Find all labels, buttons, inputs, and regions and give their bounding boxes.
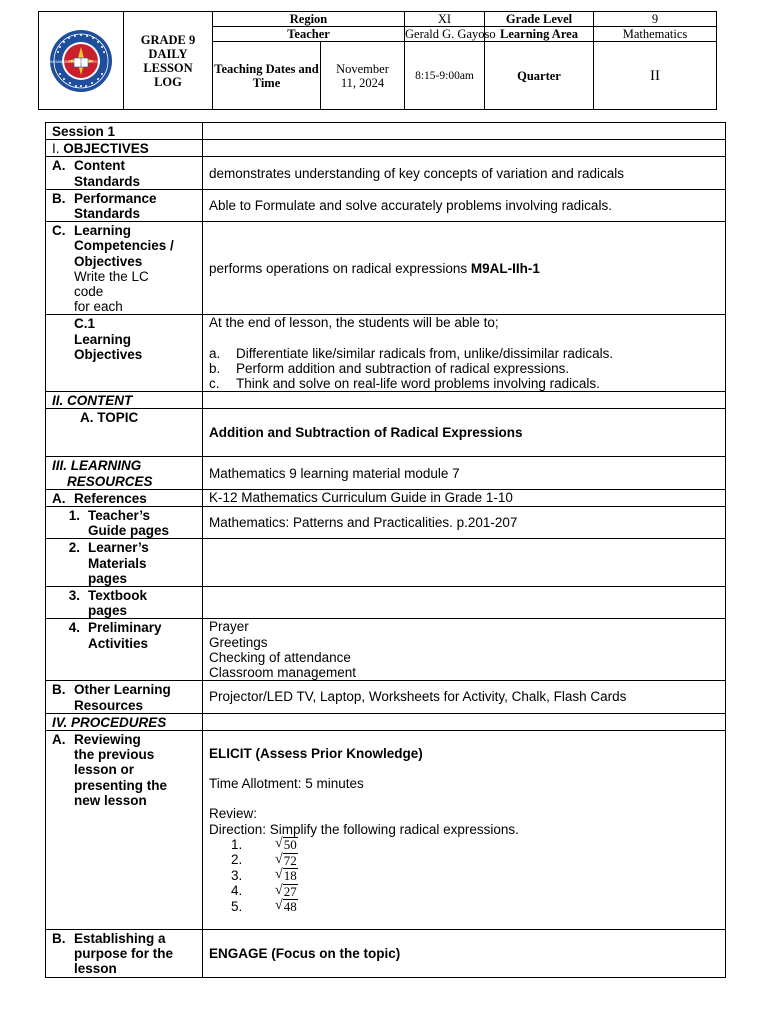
review-label: Review:	[209, 806, 258, 822]
topic-row	[46, 409, 726, 457]
learning-area-label: Learning Area	[485, 27, 594, 42]
grade-level-value: 9	[594, 12, 717, 27]
radical-list	[209, 837, 719, 915]
learning-objectives-label: C.1 Learning Objectives	[46, 315, 203, 392]
deped-seal-icon	[48, 28, 114, 94]
engage-title: ENGAGE (Focus on the topic)	[203, 929, 726, 977]
teacher-value: Gerald G. Gayoso	[405, 27, 496, 41]
grade-level-label: Grade Level	[485, 12, 594, 27]
teacher-label: Teacher	[213, 27, 405, 42]
review-direction: Direction: Simplify the following radical expressions.	[209, 821, 519, 837]
objectives-heading-row	[46, 140, 726, 157]
quarter-label: Quarter	[485, 42, 594, 110]
radical-item: 1. √ 50	[231, 836, 297, 853]
session-label: Session 1	[46, 123, 203, 140]
performance-standards-row	[46, 189, 726, 221]
lesson-log-table	[45, 122, 726, 978]
other-resources-value: Projector/LED TV, Laptop, Worksheets for Activity, Chalk, Flash Cards	[203, 681, 726, 713]
content-standards-row	[46, 157, 726, 189]
other-resources-label: B. Other Learning Resources	[46, 681, 203, 713]
learning-competencies-label: C. Learning Competencies / Objectives Write the LC code for each	[46, 222, 203, 315]
teaching-dates-label: Teaching Dates and Time	[213, 42, 321, 110]
session-row	[46, 123, 726, 140]
references-label: A. References	[46, 489, 203, 506]
learning-area-value: Mathematics	[594, 27, 717, 42]
radical-item: 2. √ 72	[231, 851, 297, 868]
preliminary-activities-label: 4. Preliminary Activities	[46, 619, 203, 681]
radical-item: 5. √ 48	[231, 898, 297, 915]
seal-text-top: KAGAWARAN NG EDUKASYON	[50, 59, 101, 64]
learning-resources-value: Mathematics 9 learning material module 7	[203, 457, 726, 489]
textbook-row	[46, 587, 726, 619]
elicit-title: ELICIT (Assess Prior Knowledge)	[209, 745, 423, 761]
radical-item: 3. √ 18	[231, 867, 297, 884]
teachers-guide-label: 1. Teacher’s Guide pages	[46, 507, 203, 539]
quarter-value: II	[594, 42, 717, 110]
establishing-purpose-label: B. Establishing a purpose for the lesson	[46, 929, 203, 977]
preliminary-activities-row	[46, 619, 726, 681]
references-value: K-12 Mathematics Curriculum Guide in Grade 1-10	[203, 489, 726, 506]
teachers-guide-value: Mathematics: Patterns and Practicalities. p.201-207	[203, 507, 726, 539]
radical-item: 4. √ 27	[231, 882, 297, 899]
lc-code: M9AL-IIh-1	[470, 260, 540, 276]
objective-item: c. Think and solve on real-life word problems involving radicals.	[209, 376, 600, 392]
teachers-guide-row	[46, 507, 726, 539]
objective-item: a. Differentiate like/similar radicals from, unlike/dissimilar radicals.	[209, 345, 614, 361]
learners-materials-row	[46, 539, 726, 587]
content-heading: II. CONTENT	[46, 392, 203, 409]
learning-objectives-value: At the end of lesson, the students will be able to; a. Differentiate like/similar radicals from, unlike/dissimilar radicals. b. Perform addition and subtraction of radical expressions. c. Think and solve on real-life word problems involving radicals.	[203, 315, 726, 392]
deped-seal-cell	[39, 12, 124, 110]
other-resources-row	[46, 681, 726, 713]
procedures-heading: IV. PROCEDURES	[46, 713, 203, 730]
preliminary-activities-value: Prayer Greetings Checking of attendance Classroom management	[203, 619, 726, 681]
date-value: November 11, 2024	[321, 42, 405, 110]
dll-title: GRADE 9 DAILY LESSON LOG	[124, 12, 213, 110]
learning-resources-row	[46, 457, 726, 489]
textbook-label: 3. Textbook pages	[46, 587, 203, 619]
reviewing-value	[203, 730, 726, 929]
establishing-purpose-row	[46, 929, 726, 977]
topic-label: A. TOPIC	[46, 409, 203, 457]
header-table	[38, 11, 717, 110]
learning-competencies-value: performs operations on radical expressions M9AL-IIh-1	[203, 222, 726, 315]
performance-standards-value: Able to Formulate and solve accurately problems involving radicals.	[203, 189, 726, 221]
time-allotment: Time Allotment: 5 minutes	[209, 776, 364, 792]
learning-resources-heading: III. LEARNING RESOURCES	[46, 457, 203, 489]
references-row	[46, 489, 726, 506]
reviewing-row	[46, 730, 726, 929]
region-value: XI	[405, 12, 485, 27]
reviewing-label: A. Reviewing the previous lesson or presenting the new lesson	[46, 730, 203, 929]
content-standards-label: A. Content Standards	[46, 157, 203, 189]
learners-materials-label: 2. Learner’s Materials pages	[46, 539, 203, 587]
procedures-heading-row	[46, 713, 726, 730]
objective-item: b. Perform addition and subtraction of radical expressions.	[209, 360, 570, 376]
time-value: 8:15-9:00am	[405, 42, 485, 110]
learning-objectives-row	[46, 315, 726, 392]
region-label: Region	[213, 12, 405, 27]
content-standards-value: demonstrates understanding of key concepts of variation and radicals	[203, 157, 726, 189]
learning-competencies-row	[46, 222, 726, 315]
content-heading-row	[46, 392, 726, 409]
topic-value: Addition and Subtraction of Radical Expressions	[203, 409, 726, 457]
performance-standards-label: B. Performance Standards	[46, 189, 203, 221]
objectives-heading: I. OBJECTIVES	[46, 140, 203, 157]
